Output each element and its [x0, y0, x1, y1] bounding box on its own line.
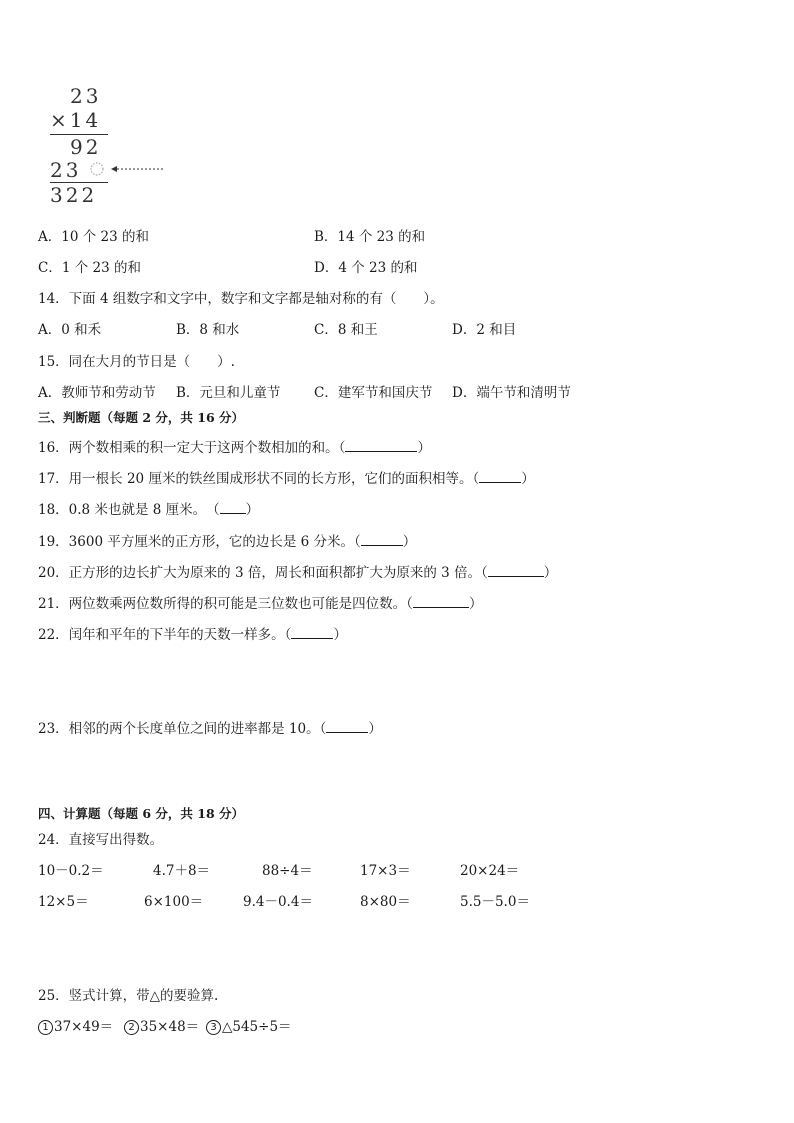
answer-blank-22[interactable]: [291, 626, 333, 639]
q15-option-d: D．端午节和清明节: [452, 385, 571, 401]
answer-blank-19[interactable]: [361, 533, 403, 546]
circled-number-2-icon: 2: [124, 1020, 139, 1035]
section4-title: 四、计算题（每题 6 分，共 18 分）: [38, 806, 245, 821]
q13-option-a: A．10 个 23 的和: [38, 229, 149, 245]
q14-option-b: B．8 和水: [176, 322, 240, 338]
q13-option-d: D．4 个 23 的和: [314, 260, 418, 276]
calc-r2-c4: 8×80＝: [360, 894, 411, 910]
multiplier: ×14: [50, 108, 102, 132]
q15-stem: 15．同在大月的节日是（ ）.: [38, 354, 235, 370]
judge-item-17: 17．用一根长 20 厘米的铁丝围成形状不同的长方形，它们的面积相等。（ ）: [38, 471, 535, 487]
placeholder-arrow-icon: [88, 159, 166, 181]
q14-option-a: A．0 和禾: [38, 322, 102, 338]
q15-option-b: B．元旦和儿童节: [176, 385, 281, 401]
q14-option-c: C．8 和王: [314, 322, 378, 338]
q13-option-c: C．1 个 23 的和: [38, 260, 141, 276]
judge-item-16: 16．两个数相乘的积一定大于这两个数相加的和。（ ）: [38, 440, 431, 456]
calc-r1-c2: 4.7＋8＝: [153, 863, 211, 879]
calc-r2-c2: 6×100＝: [144, 894, 204, 910]
q15-option-a: A．教师节和劳动节: [38, 385, 156, 401]
calc-r2-c3: 9.4－0.4＝: [243, 894, 313, 910]
judge-item-21: 21．两位数乘两位数所得的积可能是三位数也可能是四位数。（ ）: [38, 596, 483, 612]
circled-number-3-icon: 3: [206, 1020, 221, 1035]
q15-option-c: C．建军节和国庆节: [314, 385, 433, 401]
multiplication-figure: [46, 84, 176, 214]
q25-stem: 25．竖式计算，带△的要验算.: [38, 988, 219, 1004]
q14-stem: 14．下面 4 组数字和文字中，数字和文字都是轴对称的有（ ）。: [38, 291, 444, 307]
q24-stem: 24．直接写出得数。: [38, 832, 164, 848]
calc-r2-c1: 12×5＝: [38, 894, 89, 910]
calc-r1-c4: 17×3＝: [360, 863, 411, 879]
judge-item-20: 20．正方形的边长扩大为原来的 3 倍，周长和面积都扩大为原来的 3 倍。（ ）: [38, 565, 558, 581]
partial-product-1: 92: [70, 135, 102, 159]
partial-product-2: 23: [50, 158, 82, 182]
answer-blank-16[interactable]: [345, 439, 417, 452]
q13-option-b: B．14 个 23 的和: [314, 229, 426, 245]
answer-blank-17[interactable]: [479, 470, 521, 483]
final-product: 322: [50, 183, 98, 207]
judge-item-22: 22．闰年和平年的下半年的天数一样多。（ ）: [38, 627, 347, 643]
section3-title: 三、判断题（每题 2 分，共 16 分）: [38, 410, 245, 425]
calc-r1-c3: 88÷4＝: [262, 863, 313, 879]
answer-blank-20[interactable]: [488, 564, 544, 577]
answer-blank-18[interactable]: [220, 501, 246, 514]
answer-blank-21[interactable]: [413, 595, 469, 608]
q14-option-d: D．2 和目: [452, 322, 517, 338]
multiplicand: 23: [70, 84, 102, 108]
judge-item-18: 18．0.8 米也就是 8 厘米。 （ ）: [38, 502, 260, 518]
q25-item-3: 3 △545÷5＝: [206, 1020, 292, 1035]
q25-item-1: 1 37×49＝: [38, 1020, 113, 1035]
q25-item-2: 2 35×48＝: [124, 1020, 199, 1035]
calc-r1-c1: 10－0.2＝: [38, 863, 104, 879]
judge-item-19: 19．3600 平方厘米的正方形，它的边长是 6 分米。（ ）: [38, 534, 417, 550]
judge-item-23: 23．相邻的两个长度单位之间的进率都是 10。（ ）: [38, 721, 382, 737]
answer-blank-23[interactable]: [326, 720, 368, 733]
calc-r1-c5: 20×24＝: [460, 863, 520, 879]
calc-r2-c5: 5.5－5.0＝: [460, 894, 530, 910]
circled-number-1-icon: 1: [38, 1020, 53, 1035]
